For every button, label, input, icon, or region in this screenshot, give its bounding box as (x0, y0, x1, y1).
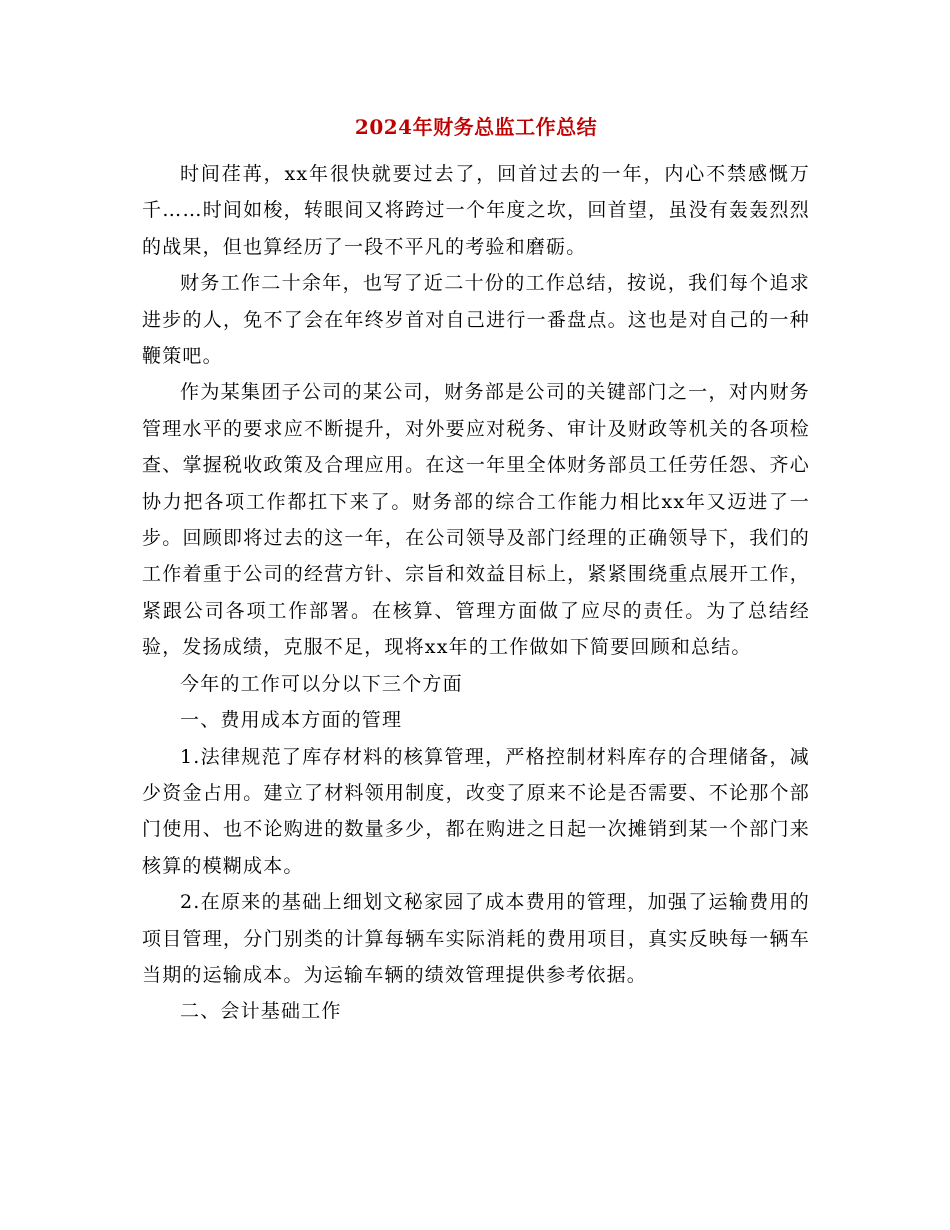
paragraph-intro: 时间荏苒，xx年很快就要过去了，回首过去的一年，内心不禁感慨万千……时间如梭，转眼间又将跨过一个年度之坎，回首望，虽没有轰轰烈烈的战果，但也算经历了一段不平凡的考验和磨砺。 (142, 163, 810, 258)
document-title: 2024年财务总监工作总结 (354, 115, 598, 139)
paragraph-item-2: 2.在原来的基础上细划文秘家园了成本费用的管理，加强了运输费用的项目管理，分门别类的计算每辆车实际消耗的费用项目，真实反映每一辆车当期的运输成本。为运输车辆的绩效管理提供参考依据。 (142, 891, 810, 986)
paragraph-three-aspects: 今年的工作可以分以下三个方面 (180, 672, 463, 695)
paragraph-overview: 作为某集团子公司的某公司，财务部是公司的关键部门之一，对内财务管理水平的要求应不断提升，对外要应对税务、审计及财政等机关的各项检查、掌握税收政策及合理应用。在这一年里全体财务部员工任劳任怨、齐心协力把各项工作都扛下来了。财务部的综合工作能力相比xx年又迈进了一步。回顾即将过去的这一年，在公司领导及部门经理的正确领导下，我们的工作着重于公司的经营方针、宗旨和效益目标上，紧紧围绕重点展开工作，紧跟公司各项工作部署。在核算、管理方面做了应尽的责任。为了总结经验，发扬成绩，克服不足，现将xx年的工作做如下简要回顾和总结。 (142, 381, 810, 659)
section-heading-accounting-basics: 二、会计基础工作 (180, 1000, 342, 1023)
paragraph-item-1: 1.法律规范了库存材料的核算管理，严格控制材料库存的合理储备，减少资金占用。建立了材料领用制度，改变了原来不论是否需要、不论那个部门使用、也不论购进的数量多少，都在购进之日起一次摊销到某一个部门来核算的模糊成本。 (142, 745, 810, 877)
paragraph-reflection: 财务工作二十余年，也写了近二十份的工作总结，按说，我们每个追求进步的人，免不了会在年终岁首对自己进行一番盘点。这也是对自己的一种鞭策吧。 (142, 272, 810, 368)
section-heading-cost-management: 一、费用成本方面的管理 (180, 709, 403, 732)
